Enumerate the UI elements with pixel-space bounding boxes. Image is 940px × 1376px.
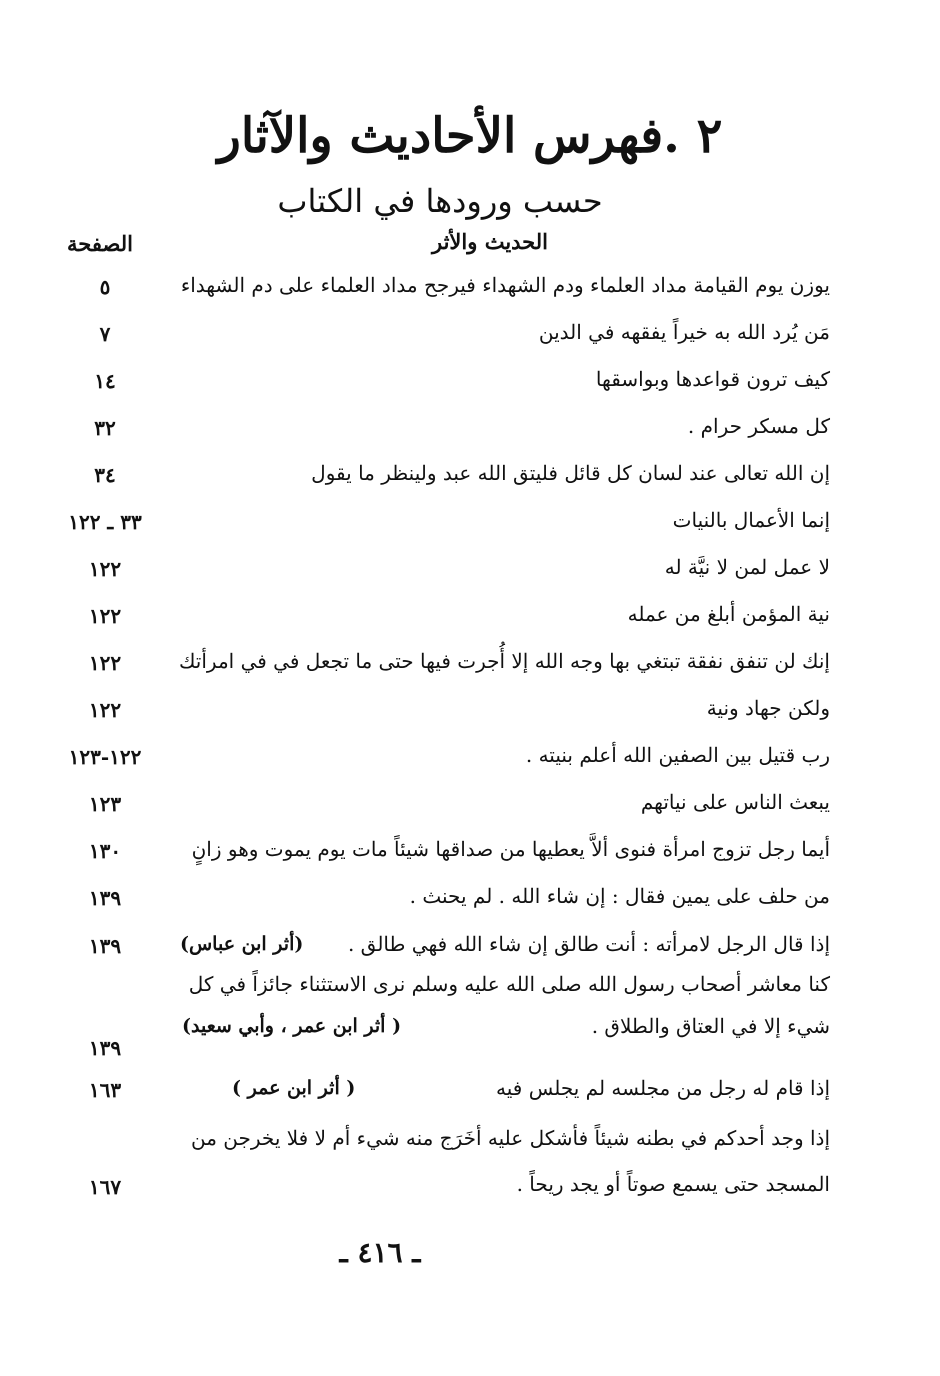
list-item [0,881,940,917]
page-number: ٥ [99,275,111,299]
hadith-text: لا عمل لمن لا نيَّة له [664,555,830,579]
page-number: ١٢٢ [88,557,122,581]
hadith-text: إنك لن تنفق نفقة تبتغي بها وجه الله إلا أُجرت فيها حتى ما تجعل في في امرأتك [178,649,830,673]
hadith-text: إنما الأعمال بالنيات [672,508,830,532]
list-item [0,317,940,353]
page-number: ٣٤ [94,463,116,487]
page-number: ١٢٢-١٢٣ [68,745,142,769]
hadith-text-line2: المسجد حتى يسمع صوتاً أو يجد ريحاً . [516,1172,830,1196]
list-item [0,929,940,965]
hadith-text: أيما رجل تزوج امرأة فنوى ألاَّ يعطيها من صداقها شيئاً مات يوم يموت وهو زانٍ [191,837,830,861]
list-item [0,1073,940,1109]
hadith-text: ولكن جهاد ونية [706,696,830,720]
page-number: ٣٣ ـ ١٢٢ [68,510,142,534]
list-item [0,364,940,400]
list-item [0,270,940,306]
list-item [0,834,940,870]
list-item [0,787,940,823]
page-number: ١٣٩ [88,934,122,958]
hadith-text: إذا قام له رجل من مجلسه لم يجلس فيه [496,1076,830,1100]
list-item [0,646,940,682]
column-header-hadith: الحديث والأثر [432,229,548,254]
page-number: ١٣٠ [88,839,122,863]
list-item [0,552,940,588]
hadith-text: مَن يُرد الله به خيراً يفقهه في الدين [538,320,830,344]
hadith-text: رب قتيل بين الصفين الله أعلم بنيته . [525,743,830,767]
page-number: ١٢٢ [88,651,122,675]
page-number: ١٢٢ [88,604,122,628]
list-item [0,599,940,635]
page-number: ٣٢ [94,416,116,440]
list-item [0,458,940,494]
hadith-text: يبعث الناس على نياتهم [640,790,830,814]
hadith-text: نية المؤمن أبلغ من عمله [627,602,830,626]
list-item [0,693,940,729]
page-number: ١٣٩ [88,886,122,910]
list-item [0,505,940,541]
page-footer-number: ـ ٤١٦ ـ [339,1236,421,1269]
hadith-text: كل مسكر حرام . [687,414,830,438]
hadith-text: إن الله تعالى عند لسان كل قائل فليتق الله عبد ولينظر ما يقول [311,461,830,485]
hadith-text-line1: إذا وجد أحدكم في بطنه شيئاً فأشكل عليه أخَرَج منه شيء أم لا فلا يخرجن من [191,1126,830,1150]
page-number: ١٢٣ [88,792,122,816]
athar-attribution: ( أثر ابن عمر ، وأبي سعيد) [182,1015,402,1037]
hadith-text: يوزن يوم القيامة مداد العلماء ودم الشهداء فيرجح مداد العلماء على دم الشهداء [180,273,830,297]
page-number: ١٦٣ [88,1078,122,1102]
hadith-text: إذا قال الرجل لامرأته : أنت طالق إن شاء الله فهي طالق . [347,932,830,956]
hadith-text-line2: شيء إلا في العتاق والطلاق . [591,1014,830,1038]
hadith-text-line1: كنا معاشر أصحاب رسول الله صلى الله عليه وسلم نرى الاستثناء جائزاً في كل [188,972,830,996]
page-number: ١٤ [94,369,116,393]
page-number: ٧ [99,322,111,346]
page-title: ٢ .فهرس الأحاديث والآثار [217,108,723,164]
list-item [0,411,940,447]
hadith-text: من حلف على يمين فقال : إن شاء الله . لم يحنث . [409,884,830,908]
hadith-text: كيف ترون قواعدها وبواسقها [595,367,830,391]
column-header-page: الصفحة [67,231,133,256]
page-number: ١٣٩ [88,1036,122,1060]
page-number: ١٦٧ [88,1175,122,1199]
athar-attribution: ( أثر ابن عمر ) [232,1077,356,1099]
athar-attribution: (أثر ابن عباس) [180,933,304,955]
page-subtitle: حسب ورودها في الكتاب [277,182,603,220]
page-number: ١٢٢ [88,698,122,722]
list-item [0,740,940,776]
